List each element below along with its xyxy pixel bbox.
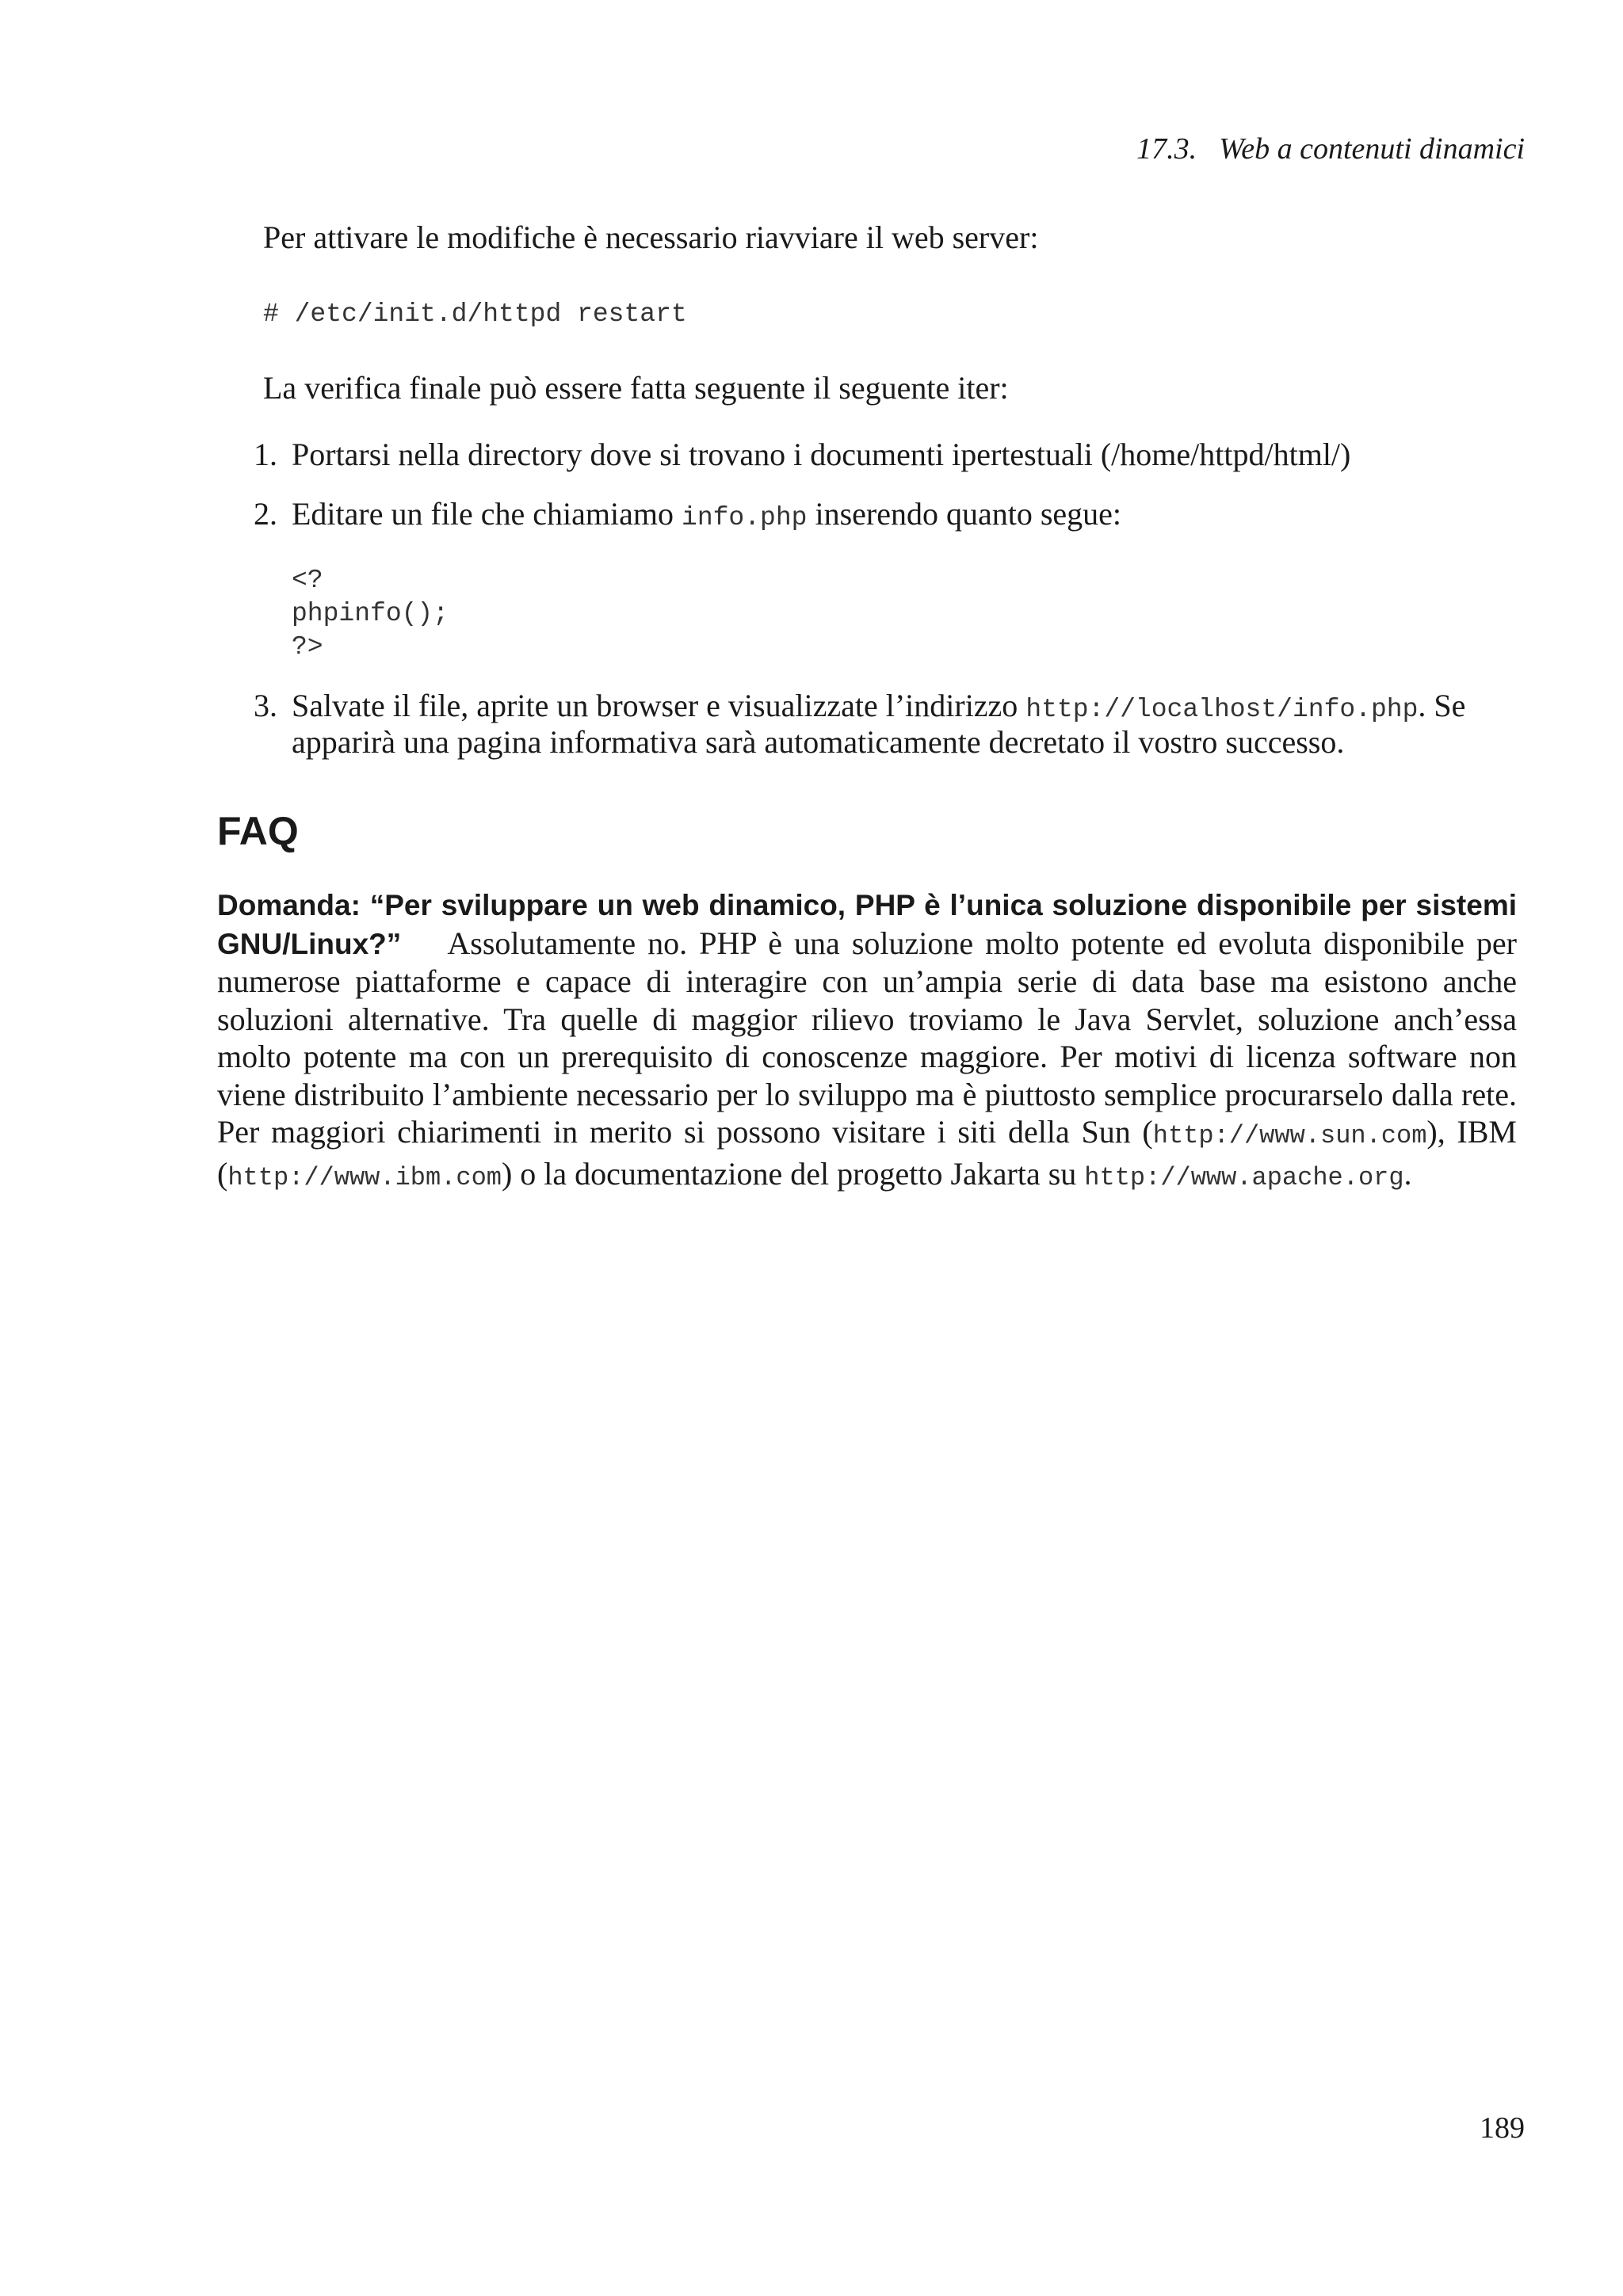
list-item-text: inserendo quanto segue: [815, 496, 1122, 532]
list-item-number: 3. [254, 688, 277, 723]
code-line: <? [292, 566, 323, 595]
url-sun: http://www.sun.com [1152, 1121, 1427, 1150]
list-item [254, 688, 1465, 728]
section-title: Web a contenuti dinamici [1219, 132, 1525, 166]
url-apache: http://www.apache.org [1084, 1162, 1404, 1192]
url-ibm: http://www.ibm.com [227, 1162, 502, 1192]
list-item [254, 496, 1121, 536]
list-item-text: Salvate il file, aprite un browser e visualizzate l’indirizzo [292, 688, 1018, 723]
list-item-number: 1. [254, 437, 277, 472]
list-item-continuation: apparirà una pagina informativa sarà automaticamente decretato il vostro successo. [292, 724, 1345, 760]
list-item-text: . Se [1418, 688, 1466, 723]
faq-answer: ) o la documentazione del progetto Jakarta su [501, 1155, 1085, 1192]
section-number: 17.3. [1136, 132, 1197, 166]
inline-url: http://localhost/info.php [1025, 695, 1419, 724]
list-item-text: Portarsi nella directory dove si trovano i documenti ipertestuali (/home/httpd/html/) [292, 437, 1351, 472]
faq-answer: ), IBM ( [217, 1114, 1517, 1192]
code-line: phpinfo(); [292, 599, 449, 628]
code-line: ?> [292, 632, 323, 662]
faq-question: Domanda: “Per sviluppare un web dinamico, PHP è l’unica soluzione disponibile per sistemi GNU/Linux?” [217, 889, 1517, 960]
restart-command: # /etc/init.d/httpd restart [263, 299, 687, 329]
running-header [1136, 132, 1525, 166]
faq-entry [217, 886, 1517, 1196]
list-item [254, 437, 1350, 473]
list-item-number: 2. [254, 496, 277, 532]
faq-answer: Assolutamente no. PHP è una soluzione molto potente ed evoluta disponibile per numerose piattaforme e capace di interagire con un’ampia serie di data base ma esistono anche soluzioni alternative. Tra quelle di maggior rilievo troviamo le Java Servlet, soluzione anch’essa molto potente ma con un prerequisito di conoscenze maggiore. Per motivi di licenza software non viene distribuito l’ambiente necessario per lo sviluppo ma è piuttosto semplice procurarselo dalla rete. Per maggiori chiarimenti in merito si possono visitare i siti della Sun ( [217, 925, 1517, 1150]
restart-paragraph: Per attivare le modifiche è necessario riavviare il web server: [263, 219, 1039, 255]
list-item-text: Editare un file che chiamiamo [292, 496, 674, 532]
inline-code-filename: info.php [682, 503, 808, 532]
faq-heading: FAQ [217, 809, 299, 853]
page-number: 189 [1480, 2111, 1525, 2145]
faq-answer: . [1403, 1155, 1412, 1192]
verify-paragraph: La verifica finale può essere fatta seguente il seguente iter: [263, 370, 1009, 406]
